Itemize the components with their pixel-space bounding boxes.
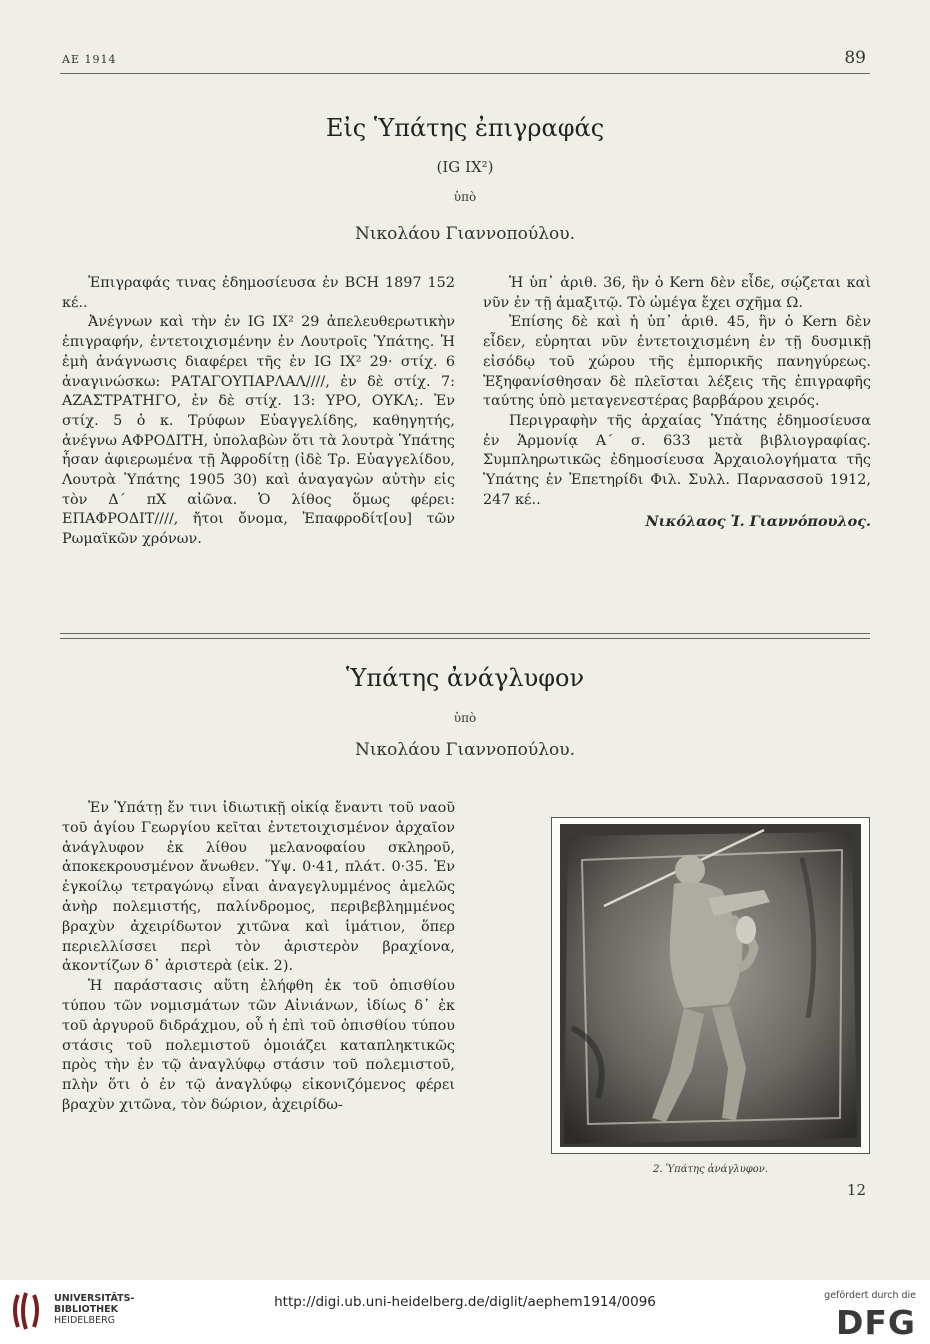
- article1-title: Εἰς Ὑπάτης ἐπιγραφάς: [325, 114, 605, 142]
- paragraph: Ἡ ὑπ᾽ ἀριθ. 36, ἣν ὁ Kern δὲν εἶδε, σῴζεται καὶ νῦν ἐν τῇ ἁμαξιτῷ. Τὸ ὠμέγα ἔχει σχῆμα Ω.: [483, 275, 871, 311]
- paragraph: Ἀνέγνων καὶ τὴν ἐν IG IX² 29 ἀπελευθερωτικὴν ἐπιγραφήν, ἐντετοιχισμένην ἐν Λουτροῖς Ὑπάτης. Ἡ ἐμὴ ἀνάγνωσις διαφέρει τῆς ἐν IG IX² 29· στίχ. 6 ἀναγινώσκω: ΡΑΤΑΓΟΥΠΑΡΛΑΛ////, ἐν δὲ στίχ. 7: ΑΖΑΣΤΡΑΤΗΓΟ, ἐν δὲ στίχ. 13: ΥΡΟ, ΟΥΚΛ;. Ἐν στίχ. 5 ὁ κ. Τρύφων Εὐαγγελίδης, καθηγητής, ἀνέγνω ΑΦΡΟΔΙΤΗ, ὑπολαβὼν ὅτι τὰ λουτρὰ Ὑπάτης ἦσαν ἀφιερωμένα τῇ Ἀφροδίτῃ (ἰδὲ Τρ. Εὐαγγελίδου, Λουτρὰ Ὑπάτης 1905 30) καὶ ἀναγαγὼν αὐτὴν εἰς τὸν Δ΄ πΧ αἰῶνα. Ὁ λίθος ὅμως φέρει: ΕΠΑΦΡΟΔΙΤ////, ἤτοι ὄνομα, Ἐπαφροδίτ[ου] τῶν Ρωμαϊκῶν χρόνων.: [62, 314, 455, 548]
- article2-body: [62, 799, 455, 1116]
- header-rule: [60, 73, 870, 74]
- paragraph: Ἐν Ὑπάτῃ ἔν τινι ἰδιωτικῇ οἰκίᾳ ἔναντι τοῦ ναοῦ τοῦ ἁγίου Γεωργίου κεῖται ἐντετοιχισμένον ἀρχαῖον ἀνάγλυφον ἐκ λίθου μελανοφαίου σκληροῦ, ἀποκεκρουσμένον ἄνωθεν. Ὕψ. 0·41, πλάτ. 0·35. Ἐν ἐγκοίλῳ τετραγώνῳ εἶναι ἀναγεγλυμμένος ἀμελῶς ἀνὴρ πολεμιστής, παλίνδρομος, περιβεβλημμένος βραχὺν ἀχειρίδωτον χιτῶνα καὶ ἱμάτιον, ὅπερ περιελλίσσει περὶ τὸν ἀριστερὸν βραχίονα, ἀκοντίζων δ᾽ ἀριστερὰ (εἰκ. 2).: [62, 800, 455, 975]
- article1-author: Νικολάου Γιαννοπούλου.: [355, 224, 575, 244]
- relief-photo-image: [552, 818, 869, 1153]
- article1-right-column: [483, 274, 871, 532]
- paragraph: Ἐπιγραφάς τινας ἐδημοσίευσα ἐν BCH 1897 152 κέ..: [62, 275, 455, 311]
- relief-photo-figure: [551, 817, 870, 1154]
- library-line: BIBLIOTHEK: [54, 1304, 118, 1315]
- page-url-link[interactable]: http://digi.ub.uni-heidelberg.de/diglit/aephem1914/0096: [274, 1294, 656, 1310]
- article1-left-column: [62, 274, 455, 550]
- section-rule-bottom: [60, 638, 870, 639]
- signature: Νικόλαος Ἰ. Γιαννόπουλος.: [645, 513, 871, 531]
- viewer-footer: [0, 1280, 930, 1344]
- section-rule-top: [60, 633, 870, 634]
- paragraph: Περιγραφὴν τῆς ἀρχαίας Ὑπάτης ἐδημοσίευσα ἐν Ἁρμονίᾳ Α΄ σ. 633 μετὰ βιβλιογραφίας. Συμπληρωτικῶς ἐδημοσίευσα Ἀρχαιολογήματα τῆς Ὑπάτης ἐν Ἐπετηρίδι Φιλ. Συλλ. Παρνασσοῦ 1912, 247 κέ..: [483, 412, 871, 508]
- paragraph: Ἐπίσης δὲ καὶ ἡ ὑπ᾽ ἀριθ. 45, ἣν ὁ Kern δὲν εἶδεν, εὑρηται νῦν ἐντετοιχισμένη ἐν τῇ δυσμικῇ εἰσόδῳ τοῦ χώρου τῆς ἐμπορικῆς πανηγύρεως. Ἐξηφανίσθησαν δὲ πλεῖσται λέξεις τῆς ἐπιγραφῆς ταύτης ὑπὸ μεταγενεστέρας βαρβάρου χειρός.: [483, 314, 871, 410]
- article2-title: Ὑπάτης ἀνάγλυφον: [345, 664, 585, 692]
- library-line: HEIDELBERG: [54, 1315, 116, 1326]
- funding-note: gefördert durch die: [824, 1290, 916, 1301]
- running-head-left: ΑΕ 1914: [62, 53, 117, 66]
- article2-author: Νικολάου Γιαννοπούλου.: [355, 740, 575, 760]
- signature-number: 12: [846, 1181, 866, 1199]
- page-number: 89: [844, 48, 866, 68]
- figure-caption: 2. Ὑπάτης ἀνάγλυφον.: [652, 1164, 769, 1175]
- article2-by: ὑπὸ: [453, 711, 477, 725]
- article1-subtitle: (IG IX²): [436, 158, 494, 176]
- dfg-logo: DFG: [835, 1303, 916, 1342]
- article1-by: ὑπὸ: [453, 190, 477, 204]
- paragraph: Ἡ παράστασις αὕτη ἐλήφθη ἐκ τοῦ ὀπισθίου τύπου τῶν νομισμάτων τῶν Αἰνιάνων, ἰδίως δ᾽ ἐκ τοῦ ἀργυροῦ διδράχμου, οὗ ἡ ἐπὶ τοῦ ὀπισθίου τύπου στάσις τοῦ πολεμιστοῦ ὁμοιάζει καταπληκτικῶς πρὸς τὴν ἐν τῷ ἀναγλύφῳ στάσιν τοῦ πολεμιστοῦ, πλὴν ὅτι ὁ ἐν τῷ ἀναγλύφῳ εἰκονιζόμενος φέρει βραχὺν χιτῶνα, τὸν δώριον, ἀχειρίδω-: [62, 978, 455, 1113]
- library-line: UNIVERSITÄTS-: [54, 1293, 135, 1304]
